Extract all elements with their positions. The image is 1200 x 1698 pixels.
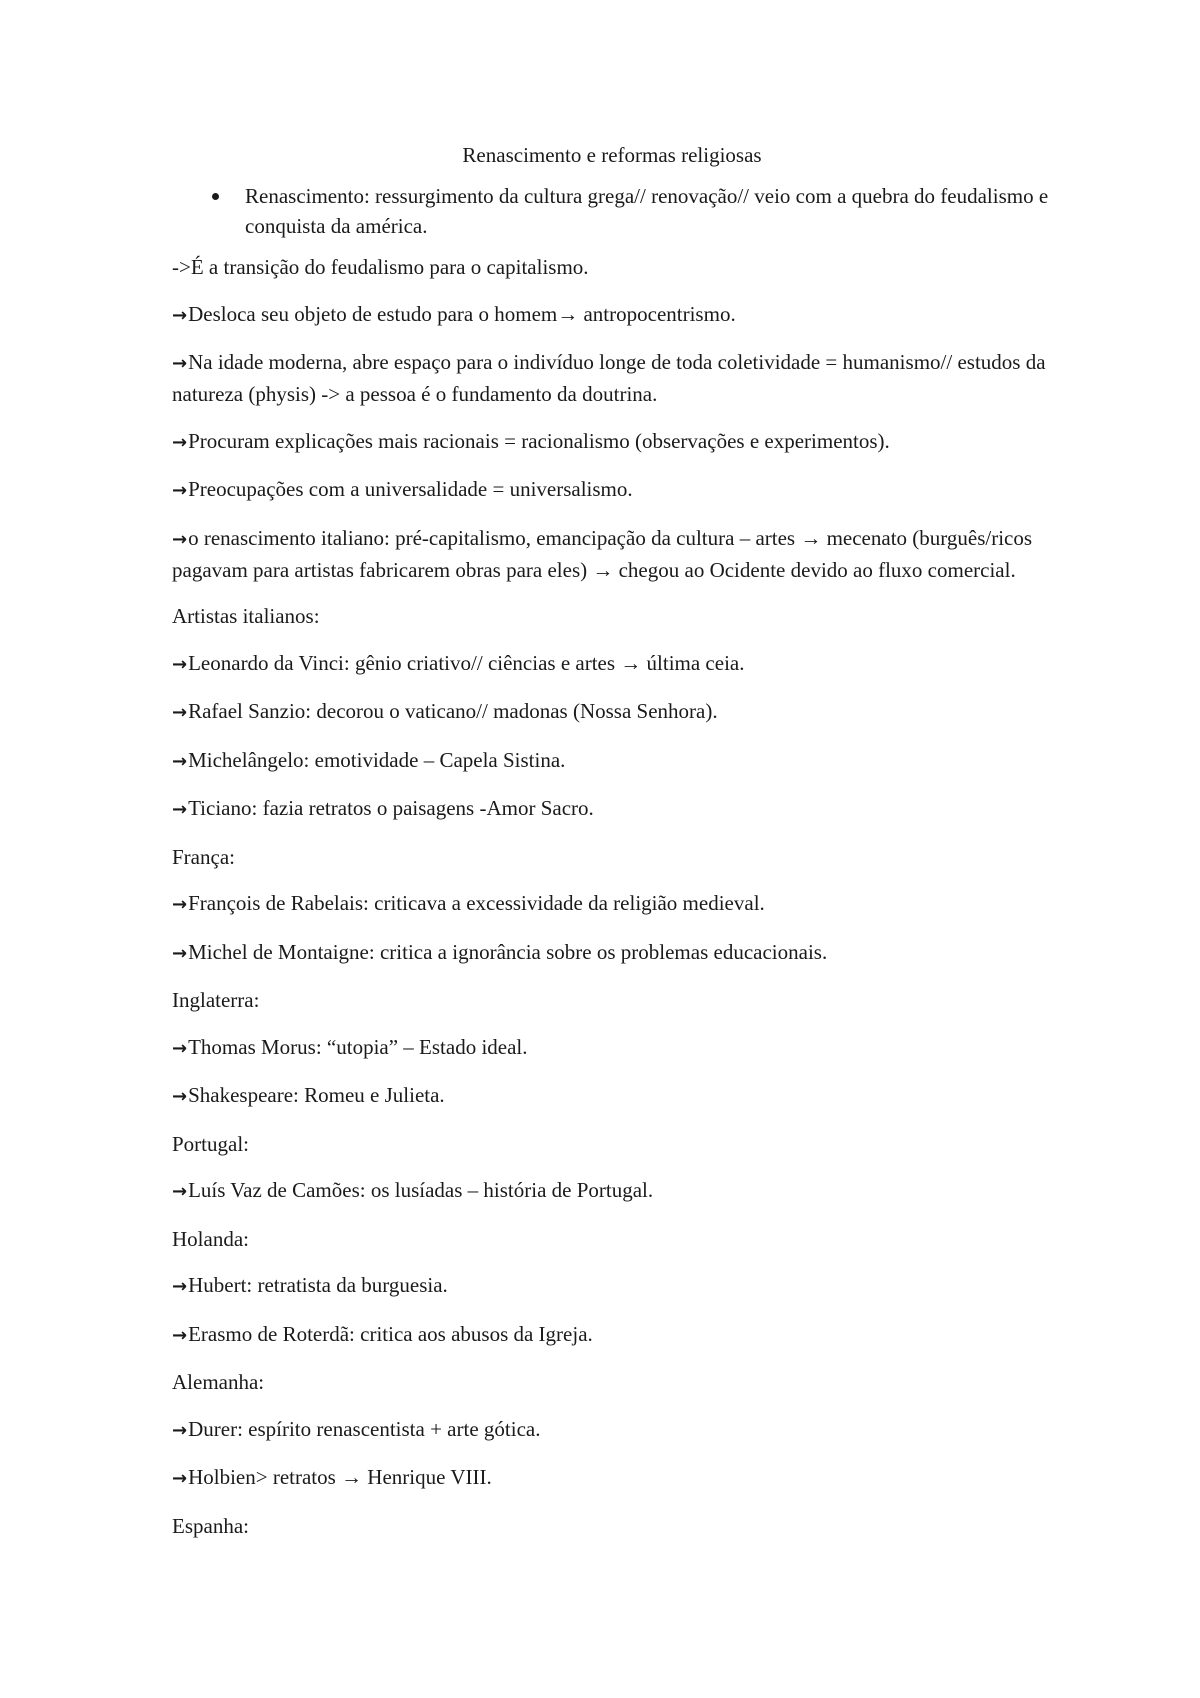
- paragraph-text: Thomas Morus: “utopia” – Estado ideal.: [188, 1034, 528, 1059]
- arrow-paragraph: [172, 1270, 1052, 1302]
- paragraph-text: Michel de Montaigne: critica a ignorância sobre os problemas educacionais.: [188, 939, 828, 964]
- paragraph-text: Artistas italianos:: [172, 604, 320, 628]
- paragraph-text: Na idade moderna, abre espaço para o indivíduo longe de toda coletividade = humanismo// estudos da natureza (physis) -> a pessoa é o fundamento da doutrina.: [172, 350, 1046, 406]
- section-heading: [172, 1367, 1052, 1397]
- paragraph-text: Portugal:: [172, 1131, 249, 1156]
- paragraph-text: Shakespeare: Romeu e Julieta.: [188, 1083, 445, 1107]
- arrow-right-icon: →: [172, 702, 188, 723]
- paragraph-text: Procuram explicações mais racionais = racionalismo (observações e experimentos).: [188, 428, 890, 453]
- arrow-paragraph: [172, 347, 1052, 409]
- paragraph-text: Ticiano: fazia retratos o paisagens -Amor Sacro.: [188, 796, 594, 820]
- bullet-item: [172, 181, 1052, 241]
- arrow-right-icon: →: [172, 353, 188, 374]
- arrow-paragraph: [172, 745, 1052, 777]
- arrow-paragraph: [172, 1462, 1052, 1494]
- section-heading: [172, 842, 1052, 872]
- bullet-list: [172, 181, 1052, 241]
- paragraph-text: França:: [172, 844, 235, 869]
- arrow-paragraph: [172, 937, 1052, 969]
- arrow-right-icon: →: [172, 653, 188, 675]
- arrow-paragraph: [172, 1080, 1052, 1112]
- paragraph-text: Rafael Sanzio: decorou o vaticano// madonas (Nossa Senhora).: [188, 699, 718, 723]
- paragraph-text: Michelângelo: emotividade – Capela Sistina.: [188, 747, 566, 772]
- arrow-right-icon: →: [172, 528, 188, 550]
- arrow-right-icon: →: [172, 1468, 188, 1489]
- document-body: [172, 140, 1052, 1557]
- paragraph-text: Holanda:: [172, 1226, 249, 1251]
- section-heading: [172, 985, 1052, 1015]
- bullet-text: Renascimento: ressurgimento da cultura grega// renovação// veio com a quebra do feudalismo e conquista da américa.: [245, 184, 1049, 238]
- arrow-right-icon: →: [172, 750, 188, 772]
- paragraph-text: Leonardo da Vinci: gênio criativo// ciências e artes → última ceia.: [188, 650, 745, 675]
- arrow-right-icon: →: [172, 1276, 188, 1297]
- section-heading: [172, 1511, 1052, 1541]
- paragraph-text: François de Rabelais: criticava a excessividade da religião medieval.: [188, 891, 765, 915]
- arrow-paragraph: [172, 474, 1052, 506]
- paragraph-text: Espanha:: [172, 1513, 249, 1538]
- paragraph-text: Preocupações com a universalidade = universalismo.: [188, 477, 633, 501]
- arrow-right-icon: →: [172, 1086, 188, 1107]
- arrow-paragraph: [172, 523, 1052, 585]
- arrow-right-icon: →: [172, 799, 188, 820]
- intro-line: ->É a transição do feudalismo para o capitalismo.: [172, 255, 589, 279]
- section-heading: [172, 1224, 1052, 1254]
- paragraph-text: Durer: espírito renascentista + arte gótica.: [188, 1416, 541, 1441]
- paragraph-text: Holbien> retratos → Henrique VIII.: [188, 1465, 492, 1489]
- paragraph-list: [172, 299, 1052, 1541]
- arrow-paragraph: [172, 1175, 1052, 1207]
- arrow-paragraph: [172, 1319, 1052, 1351]
- arrow-right-icon: →: [172, 1181, 188, 1202]
- arrow-right-icon: →: [172, 1037, 188, 1059]
- paragraph-text: Erasmo de Roterdã: critica aos abusos da Igreja.: [188, 1321, 593, 1346]
- arrow-right-icon: →: [172, 480, 188, 501]
- arrow-right-icon: →: [172, 942, 188, 964]
- arrow-paragraph: [172, 793, 1052, 825]
- arrow-right-icon: →: [172, 1324, 188, 1346]
- arrow-right-icon: →: [172, 304, 188, 326]
- arrow-paragraph: [172, 1032, 1052, 1064]
- paragraph-text: o renascimento italiano: pré-capitalismo, emancipação da cultura – artes → mecenato (burguês/ricos pagavam para artistas fabricarem obras para eles) → chegou ao Ocidente devido ao fluxo comercial.: [172, 525, 1033, 582]
- arrow-paragraph: [172, 1414, 1052, 1446]
- arrow-paragraph: [172, 426, 1052, 458]
- arrow-paragraph: [172, 888, 1052, 920]
- arrow-paragraph: [172, 648, 1052, 680]
- bullet-dot-icon: [212, 193, 219, 200]
- paragraph-text: Hubert: retratista da burguesia.: [188, 1273, 448, 1297]
- arrow-right-icon: →: [172, 894, 188, 915]
- paragraph-text: Inglaterra:: [172, 988, 260, 1012]
- paragraph-text: Alemanha:: [172, 1370, 265, 1394]
- paragraph-text: Desloca seu objeto de estudo para o homem→ antropocentrismo.: [188, 301, 736, 326]
- section-heading: [172, 1129, 1052, 1159]
- paragraph-text: Luís Vaz de Camões: os lusíadas – história de Portugal.: [188, 1178, 654, 1202]
- arrow-paragraph: [172, 696, 1052, 728]
- arrow-paragraph: [172, 299, 1052, 331]
- section-heading: [172, 601, 1052, 631]
- arrow-right-icon: →: [172, 431, 188, 453]
- document-title: Renascimento e reformas religiosas: [462, 143, 762, 167]
- arrow-right-icon: →: [172, 1419, 188, 1441]
